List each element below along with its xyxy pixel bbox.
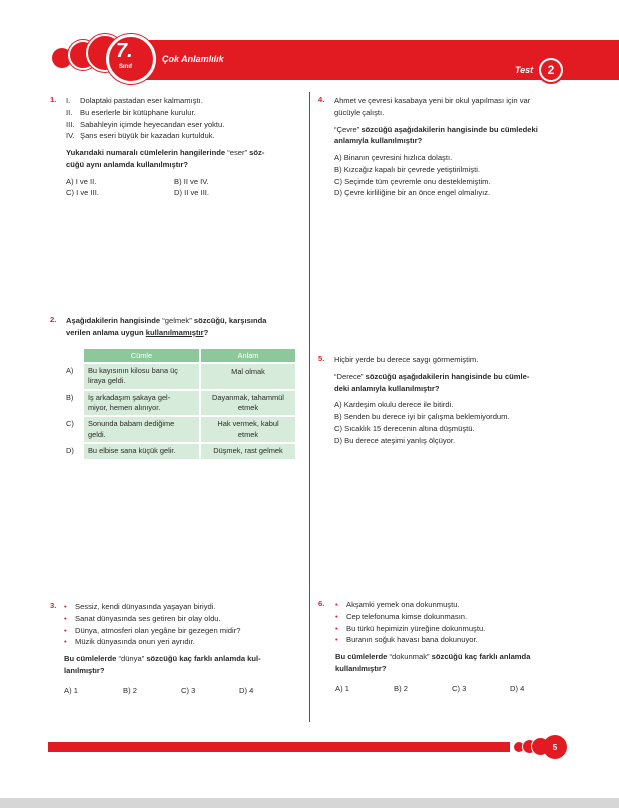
sentence-cell: İş arkadaşım şakaya gel- miyor, hemen alınıyor. — [84, 391, 199, 416]
list-item: • Akşamki yemek ona dokunmuştu. — [335, 600, 460, 609]
list-item: • Dünya, atmosferi olan yegâne bir gezegen midir? — [64, 625, 241, 635]
option-c[interactable]: C) I ve III. — [66, 188, 99, 198]
column-header-sentence: Cümle — [84, 349, 199, 362]
option-b[interactable]: B) 2 — [394, 683, 408, 693]
table-header-row — [64, 349, 295, 362]
question-stem: Yukarıdaki numaralı cümlelerin hangilerinde “eser” söz- — [66, 148, 265, 158]
bullet-icon: • — [64, 625, 67, 635]
option-b[interactable]: B) Senden bu derece iyi bir çalışma beklemiyordum. — [334, 412, 510, 422]
option-d[interactable]: D) Çevre kirliliğine bir an önce engel olmalıyız. — [334, 188, 491, 198]
question-stem-2: deki anlamıyla kullanılmıştır? — [334, 383, 440, 393]
question-6 — [335, 599, 530, 694]
intro-text: Ahmet ve çevresi kasabaya yeni bir okul yapılması için var — [334, 96, 531, 105]
sentence-cell: Bu kayısının kilosu bana üç liraya geldi. — [84, 364, 199, 389]
sentence-cell: Bu elbise sana küçük gelir. — [84, 444, 199, 458]
option-d[interactable]: D) — [64, 444, 84, 458]
table-row — [64, 391, 295, 416]
option-c[interactable]: C) Seçimde tüm çevremle onu desteklemiştim. — [334, 176, 491, 186]
bullet-icon: • — [335, 623, 338, 633]
list-item: • Bu türkü hepimizin yüreğine dokunmuştu. — [335, 623, 486, 633]
sentence-cell: Sonunda babam dediğime geldi. — [84, 417, 199, 442]
page-edge-shade — [0, 798, 619, 808]
question-number: 5. — [318, 354, 325, 363]
bullet-icon: • — [335, 611, 338, 621]
list-item: • Müzik dünyasında onun yeri ayrıdır. — [64, 637, 195, 647]
bullet-icon: • — [335, 600, 338, 609]
option-a[interactable]: A) Binanın çevresini hızlıca dolaştı. — [334, 153, 453, 163]
bullet-icon: • — [335, 635, 338, 645]
question-stem: Bu cümlelerde “dokunmak” sözcüğü kaç farklı anlamda — [335, 652, 531, 662]
option-a[interactable]: A) Kardeşim okulu derece ile bitirdi. — [334, 400, 454, 410]
footer-bar — [48, 742, 510, 752]
option-b[interactable]: B) II ve IV. — [174, 176, 209, 186]
options-row — [64, 685, 261, 697]
column-divider — [309, 92, 310, 722]
option-d[interactable]: D) 4 — [510, 683, 525, 693]
question-stem-2: lanılmıştır? — [64, 665, 105, 675]
list-item: • Sessiz, kendi dünyasında yaşayan biriydi. — [64, 602, 216, 611]
question-stem-2: verilen anlama uygun kullanılmamıştır? — [66, 327, 209, 337]
option-a[interactable]: A) 1 — [335, 683, 349, 693]
list-item: • Buranın soğuk havası bana dokunuyor. — [335, 635, 478, 645]
bullet-icon: • — [64, 602, 67, 611]
question-number: 2. — [50, 315, 57, 324]
options-row — [335, 683, 530, 695]
page-number: 5 — [543, 735, 567, 759]
sentence-1: I. Dolaptaki pastadan eser kalmamıştı. — [66, 96, 203, 105]
meaning-cell: Düşmek, rast gelmek — [199, 444, 295, 458]
intro-text-2: gücüyle çalıştı. — [334, 107, 385, 117]
list-item: • Cep telefonuma kimse dokunmasın. — [335, 611, 468, 621]
option-a[interactable]: A) — [64, 364, 84, 389]
option-b[interactable]: B) 2 — [123, 685, 137, 695]
option-a[interactable]: A) I ve II. — [66, 176, 97, 186]
grade-label: Sınıf — [119, 64, 132, 70]
question-stem-2: kullanılmıştır? — [335, 663, 387, 673]
bullet-icon: • — [64, 613, 67, 623]
question-4 — [334, 95, 538, 199]
table-row — [64, 364, 295, 389]
question-2 — [66, 315, 266, 339]
options-row-2 — [66, 187, 264, 199]
question-number: 6. — [318, 599, 325, 608]
sentence-3: III. Sabahleyin içimde heyecandan eser yoktu. — [66, 119, 225, 129]
bullet-icon: • — [64, 637, 67, 647]
sentence-4: IV. Şans eseri büyük bir kazadan kurtulduk. — [66, 131, 215, 141]
intro-text: Hiçbir yerde bu derece saygı görmemiştim. — [334, 355, 479, 364]
options-row-1 — [66, 176, 264, 188]
question-stem: “Çevre” sözcüğü aşağıdakilerin hangisinde bu cümledeki — [334, 124, 538, 134]
option-c[interactable]: C) 3 — [181, 685, 196, 695]
grade-number: 7. — [116, 40, 133, 62]
meaning-table — [64, 347, 295, 461]
table-row — [64, 417, 295, 442]
question-stem-2: anlamıyla kullanılmıştır? — [334, 136, 423, 146]
question-number: 1. — [50, 95, 57, 104]
list-item: • Sanat dünyasında ses getiren bir olay oldu. — [64, 613, 221, 623]
meaning-cell: Hak vermek, kabul etmek — [199, 417, 295, 442]
question-3 — [64, 601, 261, 696]
option-d[interactable]: D) 4 — [239, 685, 254, 695]
option-c[interactable]: C) — [64, 417, 84, 442]
page-title: Çok Anlamlılık — [162, 54, 224, 64]
option-b[interactable]: B) Kızcağız kapalı bir çevrede yetiştirilmişti. — [334, 164, 481, 174]
option-d[interactable]: D) Bu derece ateşimi yanlış ölçüyor. — [334, 435, 456, 445]
meaning-cell: Dayanmak, tahammül etmek — [199, 391, 295, 416]
test-label: Test — [515, 65, 534, 75]
option-c[interactable]: C) 3 — [452, 683, 467, 693]
option-c[interactable]: C) Sıcaklık 15 derecenin altına düşmüştü. — [334, 423, 475, 433]
test-number: 2 — [541, 60, 561, 80]
question-number: 3. — [50, 601, 57, 610]
meaning-cell: Mal olmak — [199, 364, 295, 389]
question-stem: Aşağıdakilerin hangisinde “gelmek” sözcüğü, karşısında — [66, 316, 267, 325]
option-a[interactable]: A) 1 — [64, 685, 78, 695]
question-5 — [334, 354, 529, 446]
table-row — [64, 444, 295, 458]
question-stem: “Derece” sözcüğü aşağıdakilerin hangisinde bu cümle- — [334, 371, 530, 381]
option-d[interactable]: D) II ve III. — [174, 188, 210, 198]
column-header-meaning: Anlam — [199, 349, 295, 362]
question-1 — [66, 95, 264, 199]
question-stem-2: cüğü aynı anlamda kullanılmıştır? — [66, 159, 188, 169]
test-number-badge — [537, 56, 565, 84]
question-stem: Bu cümlelerde “dünya” sözcüğü kaç farklı anlamda kul- — [64, 654, 261, 664]
option-b[interactable]: B) — [64, 391, 84, 416]
question-number: 4. — [318, 95, 325, 104]
sentence-2: II. Bu eserlerle bir kütüphane kurulur. — [66, 107, 196, 117]
